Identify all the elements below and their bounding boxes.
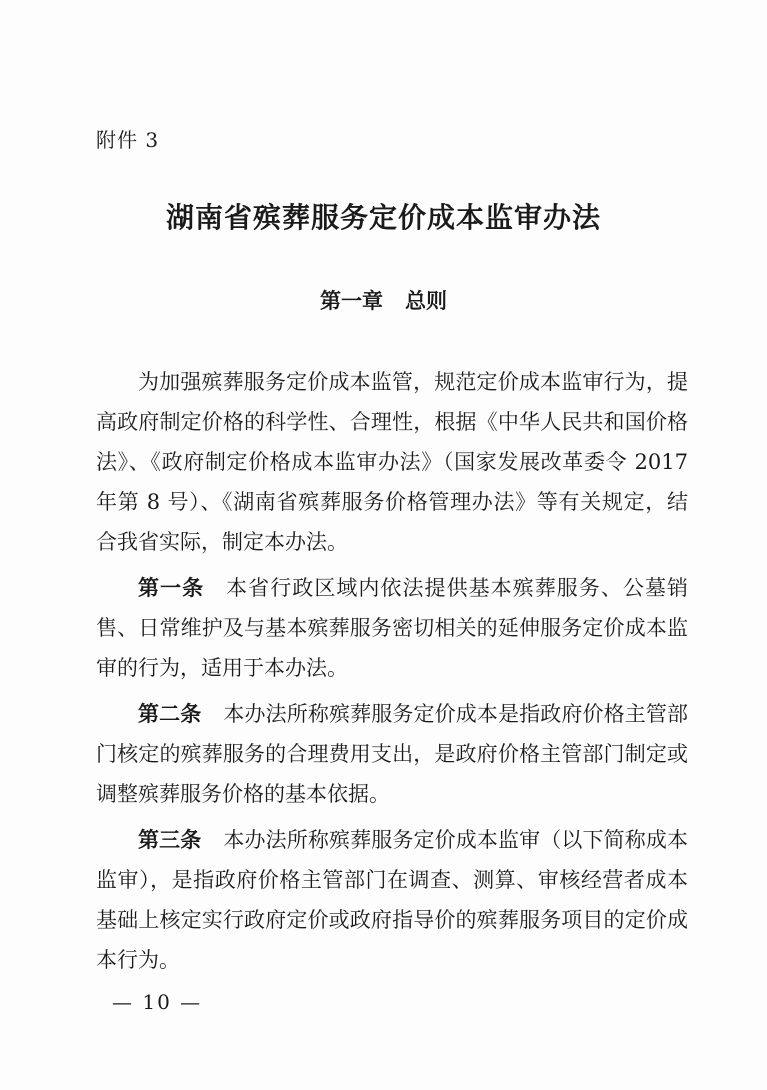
article-1 xyxy=(96,568,688,688)
article-1-text: 本省行政区域内依法提供基本殡葬服务、公墓销售、日常维护及与基本殡葬服务密切相关的延伸服务定价成本监审的行为，适用于本办法。 xyxy=(96,576,689,680)
attachment-label: 附件 3 xyxy=(96,128,160,152)
intro-paragraph: 为加强殡葬服务定价成本监管，规范定价成本监审行为，提高政府制定价格的科学性、合理性，根据《中华人民共和国价格法》、《政府制定价格成本监审办法》（国家发展改革委令 2017 年第 8 号）、《湖南省殡葬服务价格管理办法》等有关规定，结合我省实际，制定本办法。 xyxy=(96,370,688,554)
article-2 xyxy=(96,694,688,814)
chapter-number: 第一章 xyxy=(320,289,383,313)
article-1-number: 第一条 xyxy=(138,576,205,600)
article-2-number: 第二条 xyxy=(138,702,202,726)
document-title: 湖南省殡葬服务定价成本监审办法 xyxy=(165,201,601,234)
chapter-name: 总则 xyxy=(405,289,447,313)
article-2-text: 本办法所称殡葬服务定价成本是指政府价格主管部门核定的殡葬服务的合理费用支出，是政府价格主管部门制定或调整殡葬服务价格的基本依据。 xyxy=(96,702,688,806)
article-3 xyxy=(96,820,688,980)
article-3-text: 本办法所称殡葬服务定价成本监审（以下简称成本监审），是指政府价格主管部门在调查、测算、审核经营者成本基础上核定实行政府定价或政府指导价的殡葬服务项目的定价成本行为。 xyxy=(96,828,688,972)
article-3-number: 第三条 xyxy=(138,828,202,852)
chapter-heading xyxy=(0,285,767,315)
document-body xyxy=(96,362,688,980)
page-number: — 10 — xyxy=(112,990,203,1014)
